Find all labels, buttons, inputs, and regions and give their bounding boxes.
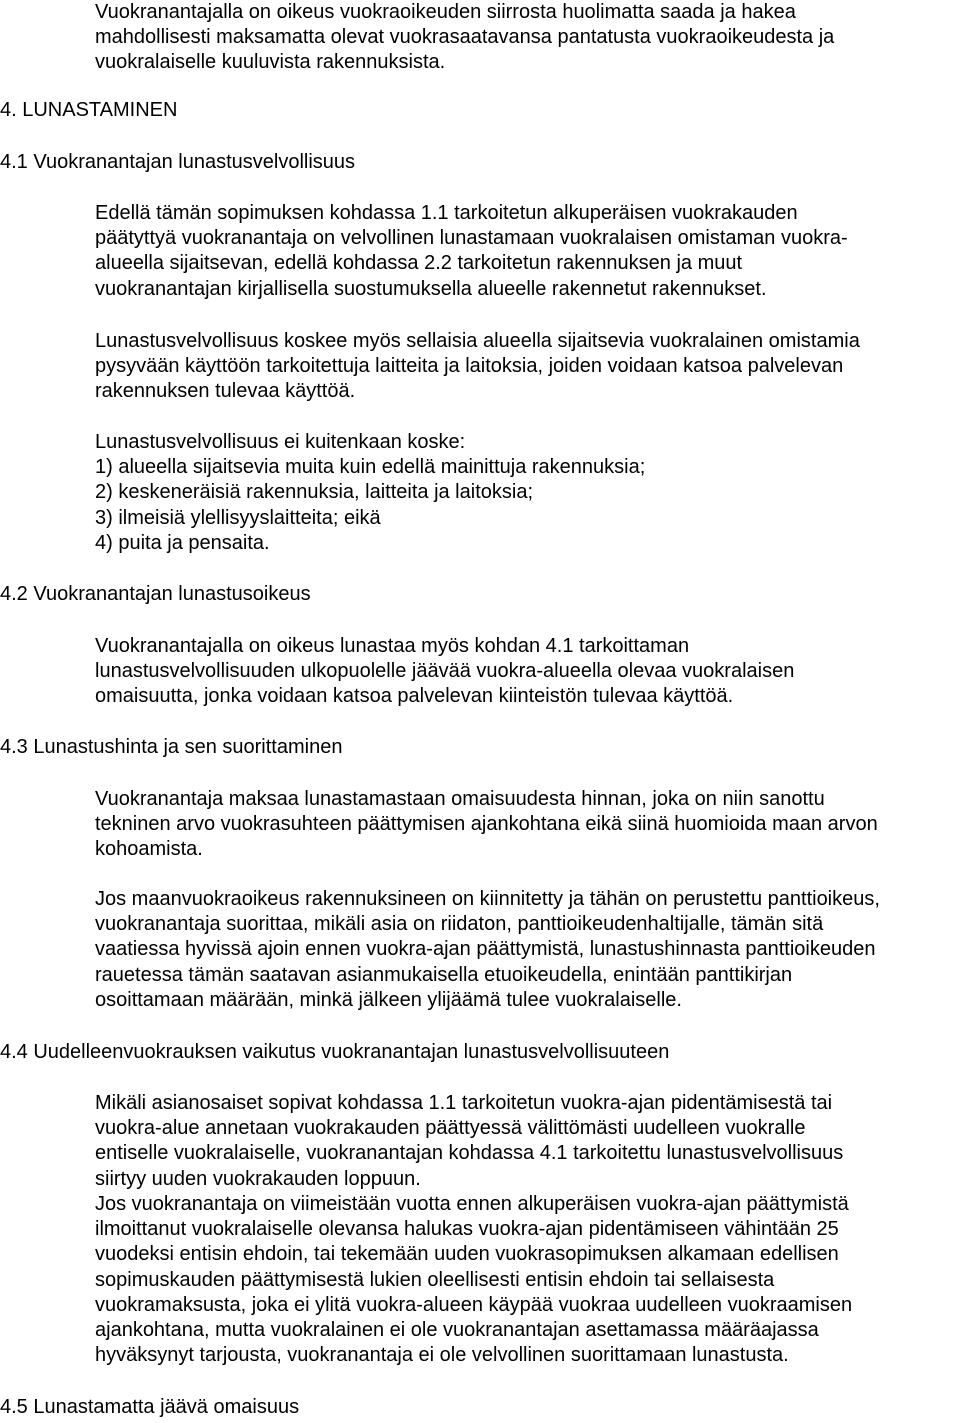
text-line: osoittamaan määrään, minkä jälkeen ylijäämä tulee vuokralaiselle. [95, 988, 682, 1011]
text-line: vuokranantaja suorittaa, mikäli asia on riidaton, panttioikeudenhaltijalle, tämän sitä [95, 913, 824, 936]
text-line: Vuokranantaja maksaa lunastamastaan omaisuudesta hinnan, joka on niin sanottu [95, 788, 825, 810]
list-item: 1) alueella sijaitsevia muita kuin edellä mainittuja rakennuksia; [95, 456, 646, 479]
text-line: mahdollisesti maksamatta olevat vuokrasaatavansa pantatusta vuokraoikeudesta ja [95, 26, 835, 49]
list-intro: Lunastusvelvollisuus ei kuitenkaan koske: [95, 431, 466, 453]
section-4-1-paragraph-1 [95, 201, 960, 302]
text-line: vuokramaksusta, joka ei ylitä vuokra-alueen käypää vuokraa uudelleen vuokraamisen [95, 1293, 853, 1316]
text-line: sopimuskauden päättymisestä lukien oleellisesti entisin ehdoin tai sellaisesta [95, 1268, 775, 1291]
section-4-3-heading: 4.3 Lunastushinta ja sen suorittaminen [0, 736, 343, 758]
section-4-1-heading: 4.1 Vuokranantajan lunastusvelvollisuus [0, 151, 356, 173]
section-4-2-paragraph-1 [95, 634, 960, 710]
text-line: vuokra-alue annetaan vuokrakauden päättyessä välittömästi uudelleen vuokralle [95, 1117, 806, 1140]
list-item: 3) ilmeisiä ylellisyyslaitteita; eikä [95, 506, 381, 529]
text-line: rakennuksen tulevaa käyttöä. [95, 380, 356, 403]
text-line: Jos vuokranantaja on viimeistään vuotta ennen alkuperäisen vuokra-ajan päättymistä [95, 1193, 849, 1215]
text-line: hyväksynyt tarjousta, vuokranantaja ei ole velvollinen suorittamaan lunastusta. [95, 1344, 789, 1367]
text-line: vuokranantajan kirjallisella suostumuksella alueelle rakennetut rakennukset. [95, 277, 767, 300]
list-item: 4) puita ja pensaita. [95, 531, 270, 554]
text-line: Vuokranantajalla on oikeus lunastaa myös kohdan 4.1 tarkoittaman [95, 635, 690, 657]
text-line: Lunastusvelvollisuus koskee myös sellaisia alueella sijaitsevia vuokralainen omistamia [95, 330, 860, 352]
section-4-heading: 4. LUNASTAMINEN [0, 99, 178, 121]
section-4-4-heading: 4.4 Uudelleenvuokrauksen vaikutus vuokranantajan lunastusvelvollisuuteen [0, 1041, 670, 1063]
list-item: 2) keskeneräisiä rakennuksia, laitteita ja laitoksia; [95, 481, 533, 504]
section-4-5-heading: 4.5 Lunastamatta jäävä omaisuus [0, 1396, 300, 1418]
section-4-3-paragraph-1 [95, 787, 960, 863]
section-4-4-paragraph-2 [95, 1192, 960, 1368]
text-line: Mikäli asianosaiset sopivat kohdassa 1.1 tarkoitetun vuokra-ajan pidentämisestä tai [95, 1092, 833, 1114]
text-line: Jos maanvuokraoikeus rakennuksineen on kiinnitetty ja tähän on perustettu panttioikeus, [95, 888, 880, 910]
text-line: päätyttyä vuokranantaja on velvollinen lunastamaan vuokralaisen omistaman vuokra- [95, 227, 848, 250]
text-line: pysyvään käyttöön tarkoitettuja laitteita ja laitoksia, joiden voidaan katsoa palvelevan [95, 355, 844, 378]
text-line: omaisuutta, jonka voidaan katsoa palvelevan kiinteistön tulevaa käyttöä. [95, 685, 734, 708]
text-line: ajankohtana, mutta vuokralainen ei ole vuokranantajan asettamassa määräajassa [95, 1319, 819, 1342]
section-4-1-exclusions-list [95, 430, 960, 556]
text-line: entiselle vuokralaiselle, vuokranantajan kohdassa 4.1 tarkoitettu lunastusvelvollisuus [95, 1142, 844, 1165]
text-line: vaatiessa hyvissä ajoin ennen vuokra-ajan päättymistä, lunastushinnasta panttioikeuden [95, 938, 876, 961]
text-line: rauetessa tämän saatavan asianmukaisella etuoikeudella, enintään panttikirjan [95, 963, 793, 986]
text-line: vuokralaiselle kuuluvista rakennuksista. [95, 51, 446, 74]
section-4-4-paragraph-1 [95, 1091, 960, 1192]
section-4-2-heading: 4.2 Vuokranantajan lunastusoikeus [0, 583, 311, 605]
text-line: Vuokranantajalla on oikeus vuokraoikeuden siirrosta huolimatta saada ja hakea [95, 1, 796, 23]
text-line: siirtyy uuden vuokrakauden loppuun. [95, 1167, 421, 1190]
text-line: alueella sijaitsevan, edellä kohdassa 2.2 tarkoitetun rakennuksen ja muut [95, 252, 743, 275]
section-4-3-paragraph-2 [95, 887, 960, 1013]
text-line: vuodeksi entisin ehdoin, tai tekemään uuden vuokrasopimuksen alkamaan edellisen [95, 1243, 839, 1266]
intro-paragraph [95, 0, 960, 76]
text-line: lunastusvelvollisuuden ulkopuolelle jäävää vuokra-alueella olevaa vuokralaisen [95, 660, 795, 683]
text-line: tekninen arvo vuokrasuhteen päättymisen ajankohtana eikä siinä huomioida maan arvon [95, 813, 878, 836]
section-4-1-paragraph-2 [95, 329, 960, 405]
text-line: ilmoittanut vuokralaiselle olevansa halukas vuokra-ajan pidentämiseen vähintään 25 [95, 1218, 839, 1241]
text-line: Edellä tämän sopimuksen kohdassa 1.1 tarkoitetun alkuperäisen vuokrakauden [95, 202, 798, 224]
text-line: kohoamista. [95, 838, 203, 861]
